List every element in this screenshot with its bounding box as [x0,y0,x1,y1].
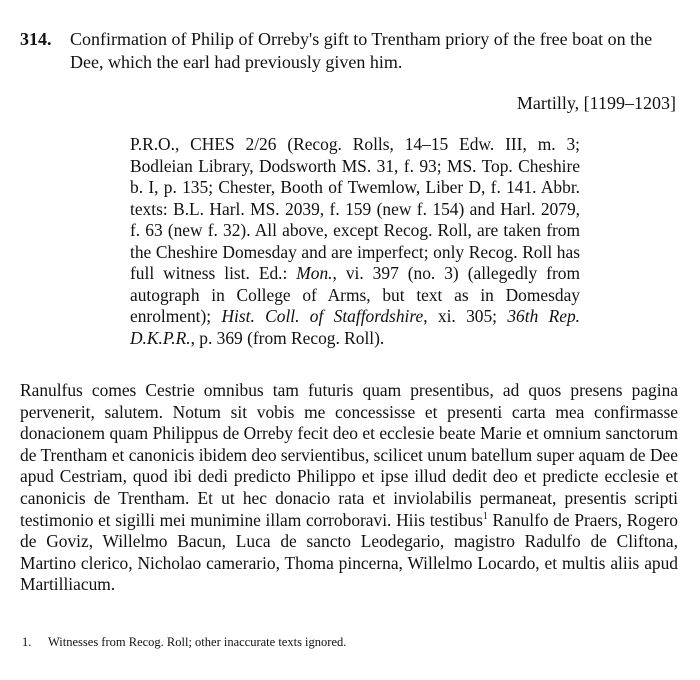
charter-text [20,380,678,596]
footnote [22,634,672,650]
entry-title: Confirmation of Philip of Orreby's gift to Trentham priory of the free boat on the Dee, which the earl had previously given him. [70,29,653,72]
entry-number: 314. [20,29,52,49]
place-date-line: Martilly, [1199–1203] [516,93,676,113]
sources-italic-1: Mon. [296,263,333,283]
sources-text-1: P.R.O., CHES 2/26 (Recog. Rolls, 14–15 Edw. III, m. 3; Bodleian Library, Dodsworth MS. 31, f. 93; MS. Top. Cheshire b. I, p. 135; Chester, Booth of Twemlow, Liber D, f. 141. Abbr. texts: B.L. Harl. MS. 2039, f. 159 (new f. 154) and Harl. 2079, f. 63 (new f. 32). All above, except Recog. Roll, are taken from the Cheshire Domesday and are imperfect; only Recog. Roll has full witness list. Ed.: [130,134,580,283]
footnote-text: Witnesses from Recog. Roll; other inaccurate texts ignored. [48,635,347,649]
sources-italic-3: 36th Rep. D.K.P.R. [130,306,580,348]
footnote-marker: 1. [22,635,32,649]
sources-paragraph [130,134,580,349]
sources-text-3: , xi. 305; [423,306,508,326]
sources-italic-2: Hist. Coll. of Staffordshire [221,306,424,326]
footnote-reference: 1 [482,510,488,522]
charter-text-witnesses: Ranulfo de Praers, Rogero de Goviz, Willelmo Bacun, Luca de sancto Leodegario, magistro Radulfo de Cliftona, Martino clerico, Nicholao camerario, Thoma pincerna, Willelmo Locardo, et multis aliis apud Martilliacum. [20,509,678,595]
charter-text-main: Ranulfus comes Cestrie omnibus tam futuris quam presentibus, ad quos presens pagina pervenerit, salutem. Notum sit vobis me concessisse et presenti carta mea confirmasse donacionem quam Philippus de Orreby fecit deo et ecclesie beate Marie et omnium sanctorum de Trentham et canonicis ibidem deo servientibus, scilicet unum batellum super aquam de Dee apud Cestriam, quod ibi dedi predicto Philippo et ipse illud dedit deo et predicte ecclesie et canonicis de Trentham. Et ut hec donacio rata et inviolabilis permaneat, presentis scripti testimonio et sigilli mei munimine illam corroboravi. Hiis testibus [20,380,678,530]
entry-heading [20,28,680,74]
sources-text-2: , vi. 397 (no. 3) (allegedly from autograph in College of Arms, but text as in Domesday enrolment); [130,263,580,326]
sources-text-4: , p. 369 (from Recog. Roll). [190,327,385,348]
